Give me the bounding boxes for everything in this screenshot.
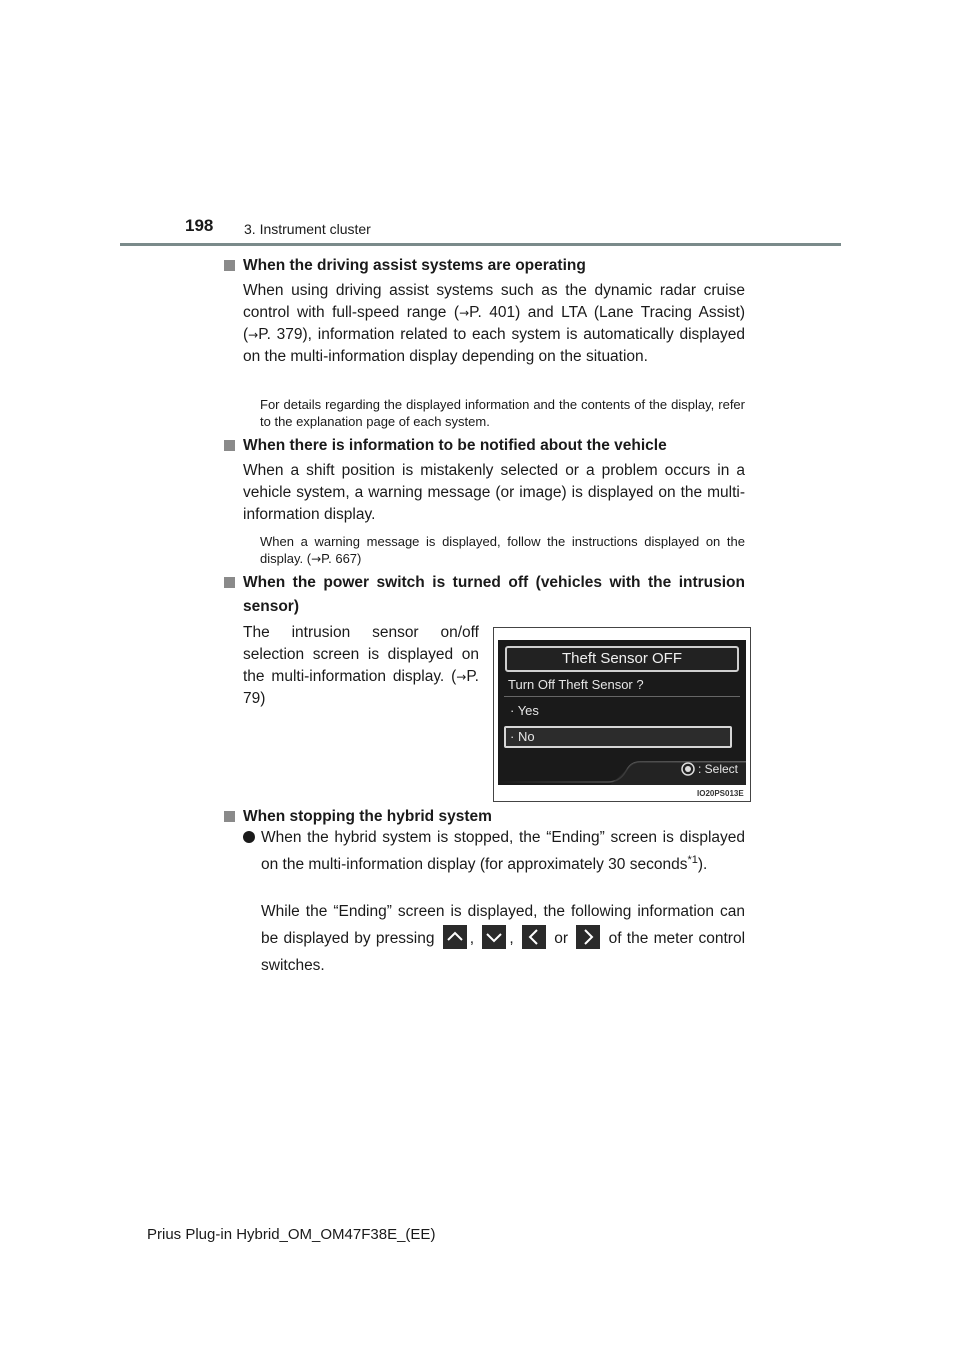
section-body-driving-assist: When using driving assist systems such as the dynamic radar cruise control with full-speed range (→P. 401) and LTA (Lane Tracing Assist) (→P. 379), information related to each system is automatically displayed on the multi-information display depending on the situation. — [243, 282, 745, 365]
arrow-right-icon: → — [311, 552, 322, 566]
chapter-title: 3. Instrument cluster — [244, 221, 371, 237]
multi-information-display — [498, 640, 746, 785]
page-ref-link[interactable]: P. 401 — [469, 304, 516, 321]
theft-sensor-screen-figure — [493, 627, 751, 802]
bullet-ending-screen: When the hybrid system is stopped, the “Ending” screen is displayed on the multi-information display (for approximately 30 seconds$^{*1}$). — [261, 827, 745, 876]
screen-title: Theft Sensor OFF — [505, 646, 739, 672]
header-rule — [120, 243, 841, 246]
heading-square-icon — [224, 577, 235, 588]
page-ref-link[interactable]: P. 379 — [258, 326, 303, 343]
section-note-driving-assist: For details regarding the displayed information and the contents of the display, refer to the explanation page of each system. — [260, 397, 745, 429]
chevron-up-icon — [443, 925, 467, 949]
figure-code: IO20PS013E — [697, 789, 744, 798]
footnote-mark: *1 — [687, 854, 698, 866]
section-heading-vehicle-info: When there is information to be notified about the vehicle — [243, 434, 748, 458]
screen-divider — [504, 696, 740, 697]
page-ref-link[interactable]: P. 667 — [321, 551, 358, 566]
bullet-dot-icon — [243, 831, 255, 843]
paragraph-meter-switches: While the “Ending” screen is displayed, the following information can be displayed by pressing , , or of the meter control switches. — [261, 903, 746, 974]
chevron-down-icon — [482, 925, 506, 949]
section-body-power-switch: The intrusion sensor on/off selection screen is displayed on the multi-information display. (→P. 79) — [243, 624, 479, 707]
screen-option-no[interactable]: · No — [510, 729, 535, 744]
arrow-right-icon: → — [459, 306, 470, 320]
screen-select-label: : Select — [698, 762, 739, 776]
arrow-right-icon: → — [248, 328, 259, 342]
arrow-right-icon: → — [456, 670, 467, 684]
screen-option-no-highlight[interactable] — [504, 726, 732, 748]
heading-square-icon — [224, 440, 235, 451]
screen-option-yes[interactable]: · Yes — [510, 703, 539, 718]
heading-square-icon — [224, 811, 235, 822]
section-heading-stopping-hybrid: When stopping the hybrid system — [243, 805, 748, 829]
section-heading-power-switch: When the power switch is turned off (vehicles with the intrusion sensor) — [243, 571, 745, 619]
heading-square-icon — [224, 260, 235, 271]
screen-question: Turn Off Theft Sensor ? — [508, 677, 644, 692]
dial-icon — [681, 762, 695, 776]
section-heading-driving-assist: When the driving assist systems are operating — [243, 254, 748, 278]
document-footer: Prius Plug-in Hybrid_OM_OM47F38E_(EE) — [147, 1226, 436, 1243]
page-number: 198 — [185, 216, 214, 235]
chevron-right-icon — [576, 925, 600, 949]
page-ref-link[interactable]: P. 79 — [243, 668, 479, 707]
section-note-vehicle-info: When a warning message is displayed, follow the instructions displayed on the display. (→P. 667) — [260, 534, 745, 566]
section-body-vehicle-info: When a shift position is mistakenly selected or a problem occurs in a vehicle system, a warning message (or image) is displayed on the multi-information display. — [243, 462, 745, 523]
chevron-left-icon — [522, 925, 546, 949]
